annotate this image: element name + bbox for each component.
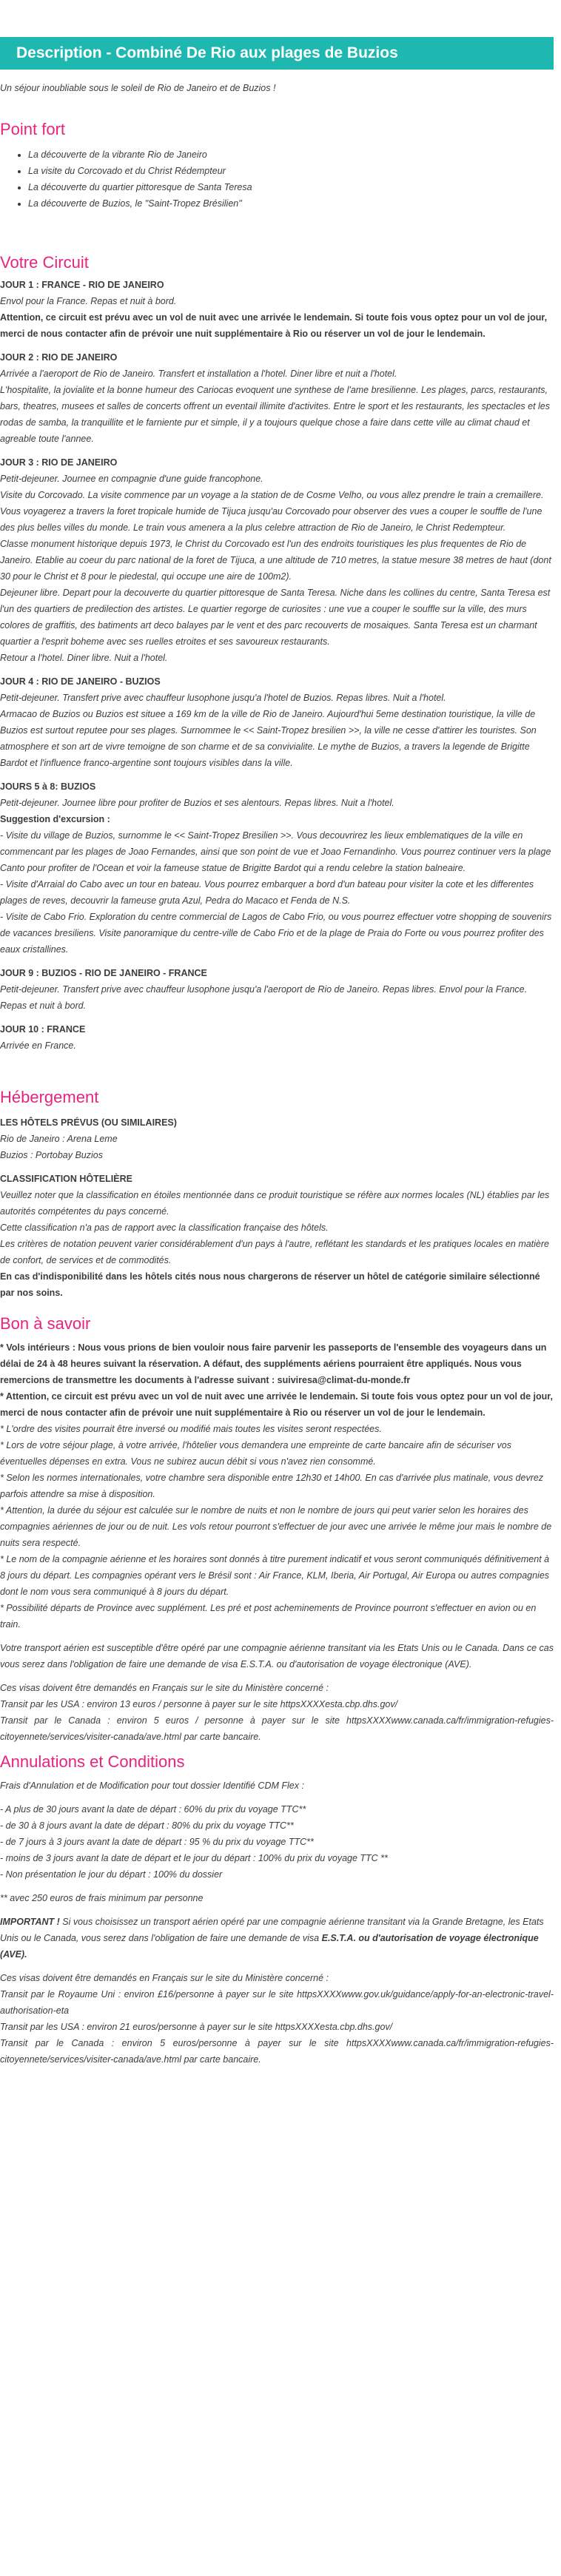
paragraph: * Possibilité départs de Province avec supplément. Les pré et post acheminements de Province pourront s'effectuer en avion ou en train. xyxy=(0,1603,537,1630)
paragraph: Transit par le Canada : environ 5 euros/personne à payer sur le site httpsXXXXwww.canada.ca/fr/immigration-refugies-citoyennete/services/visiter-canada/ave.html par carte bancaire. xyxy=(0,2038,554,2065)
paragraph: Ces visas doivent être demandés en Français sur le site du Ministère concerné : xyxy=(0,1683,329,1693)
paragraph: - de 30 à 8 jours avant la date de départ : 80% du prix du voyage TTC** xyxy=(0,1820,294,1831)
paragraph: - Visite d'Arraial do Cabo avec un tour en bateau. Vous pourrez embarquer a bord d'un bateau pour visiter la cote et les differentes plages de reves, decouvrir la fameuse gruta Azul, Pedra do Macaco et Fenda de N.S. xyxy=(0,879,534,906)
day-title: JOURS 5 à 8: BUZIOS xyxy=(0,781,96,792)
page-title-banner: Description - Combiné De Rio aux plages de Buzios xyxy=(0,37,554,70)
annulations-section xyxy=(0,1751,554,2068)
day-title: JOUR 3 : RIO DE JANEIRO xyxy=(0,457,118,468)
hebergement-title: Hébergement xyxy=(0,1088,99,1106)
paragraph: Dejeuner libre. Depart pour la decouverte du quartier pittoresque de Santa Teresa. Niche dans les collines du centre, Santa Teresa est l'un des quartiers de predilection des artistes. Le quartier regorge de curiosites : une vue a couper le souffle sur la ville, des murs colores de graffitis, des batiments art deco balayes par le vent et des parc recouverts de mosaiques. Santa Teresa est un charmant quartier a l'esprit boheme avec ses ruelles etroites et ses savoureux restaurants. xyxy=(0,588,551,647)
classification-title: CLASSIFICATION HÔTELIÈRE xyxy=(0,1174,132,1184)
day-title: JOUR 10 : FRANCE xyxy=(0,1024,86,1035)
paragraph: Transit par le Royaume Uni : environ £16/personne à payer sur le site httpsXXXXwww.gov.uk/guidance/apply-for-an-electronic-travel-authorisation-eta xyxy=(0,1989,554,2016)
annulations-title: Annulations et Conditions xyxy=(0,1752,185,1771)
paragraph: * Attention, la durée du séjour est calculée sur le nombre de nuits et non le nombre de jours qui peut varier selon les horaires des compagnies aériennes de jour ou de nuit. Les vols retour pourront s'effectuer de jour avec une arrivée le même jour mais le nombre de nuits sera respecté. xyxy=(0,1505,552,1548)
day-block xyxy=(0,1021,554,1054)
paragraph: Petit-dejeuner. Transfert prive avec chauffeur lusophone jusqu'a l'hotel de Buzios. Repas libres. Nuit a l'hotel. xyxy=(0,693,446,703)
points-forts-section xyxy=(0,118,554,212)
paragraph: Classe monument historique depuis 1973, le Christ du Corcovado est l'un des endroits touristiques les plus frequentes de Rio de Janeiro. Etablie au coeur du parc national de la foret de Tijuca, a une altitude de 710 metres, la statue mesure 38 metres de haut (dont 30 pour le Christ et 8 pour le piedestal, qui occupe une aire de 100m2). xyxy=(0,539,551,582)
paragraph: * Attention, ce circuit est prévu avec un vol de nuit avec une arrivée le lendemain. Si toute fois vous optez pour un vol de jour, merci de nous contacter afin de prévoir une nuit supplémentaire à Rio ou réserver un vol de jour le lendemain. xyxy=(0,1391,553,1418)
bon-a-savoir-section xyxy=(0,1313,554,1745)
classification-bold: En cas d'indisponibilité dans les hôtels cités nous nous chargerons de réserver un hôtel de catégorie similaire sélectionné par nos soins. xyxy=(0,1271,540,1298)
annulations-body xyxy=(0,1778,554,2068)
day-block xyxy=(0,349,554,447)
paragraph: Suggestion d'excursion : xyxy=(0,814,110,824)
bon-a-savoir-body xyxy=(0,1339,554,1745)
paragraph: Armacao de Buzios ou Buzios est situee a 169 km de la ville de Rio de Janeiro. Aujourd'hui 5eme destination touristique, la ville de Buzios est surtout reputee pour ses plages. Surnommee le << Saint-Tropez bresilien >>, la ville ne cesse d'attirer les touristes. Son atmosphere et son art de vivre temoigne de son charme et de sa convivialite. Le mythe de Buzios, a travers la legende de Brigitte Bardot et l'influence franco-argentine sont toujours visibles dans la ville. xyxy=(0,709,537,768)
hotel-rio: Rio de Janeiro : Arena Leme xyxy=(0,1134,118,1144)
paragraph: - Visite du village de Buzios, surnomme le << Saint-Tropez Bresilien >>. Vous decouvrirez les lieux emblematiques de la ville en commencant par les plages de Joao Fernandes, ainsi que son point de vue et Joao Fernandinho. Vous pourrez continuer vers la plage Canto pour profiter de l'Ocean et voir la fameuse statue de Brigitte Bardot qui a rendu celebre la station balneaire. xyxy=(0,830,551,873)
spacer xyxy=(0,1963,554,1970)
paragraph: Frais d'Annulation et de Modification pour tout dossier Identifié CDM Flex : xyxy=(0,1780,304,1791)
spacer xyxy=(0,1672,554,1680)
day-block xyxy=(0,454,554,666)
paragraph: Transit par le Canada : environ 5 euros / personne à payer sur le site httpsXXXXwww.canada.ca/fr/immigration-refugies-citoyennete/services/visiter-canada/ave.html par carte bancaire. xyxy=(0,1715,554,1742)
paragraph: ** avec 250 euros de frais minimum par personne xyxy=(0,1893,204,1903)
paragraph: * Vols intérieurs : Nous vous prions de bien vouloir nous faire parvenir les passeports de l'ensemble des voyageurs dans un délai de 24 à 48 heures suivant la réservation. A défaut, des suppléments aériens pourraient être appliqués. Nous vous remercions de transmettre les documents à l'adresse suivant : suiviresa@climat-du-monde.fr xyxy=(0,1342,547,1385)
classification-text: Les critères de notation peuvent varier considérablement d'un pays à l'autre, reflétant les standards et les pratiques locales en matière de confort, de services et de commodités. xyxy=(0,1239,549,1265)
paragraph: - Non présentation le jour du départ : 100% du dossier xyxy=(0,1869,223,1880)
paragraph: Ces visas doivent être demandés en Français sur le site du Ministère concerné : xyxy=(0,1973,329,1983)
paragraph: L'hospitalite, la jovialite et la bonne humeur des Cariocas evoquent une synthese de l'ame bresilienne. Les plages, parcs, restaurants, bars, theatres, musees et salles de concerts offrent un eventail illimite d'activites. Entre le sport et les restaurants, les spectacles et les rodas de samba, la tranquillite et le farniente pur et simple, il y a toujours quelque chose a faire dans cette ville au climat chaud et agreable toute l'annee. xyxy=(0,385,551,444)
paragraph: Visite du Corcovado. La visite commence par un voyage a la station de de Cosme Velho, ou vous allez prendre le train a cremaillere. Vous voyagerez a travers la foret tropicale humide de Tijuca jusqu'au Corcovado pour observer des vues a couper le souffle de l'une des plus belles villes du monde. Le train vous amenera a la plus celebre attraction de Rio de Janeiro, le Christ Redempteur. xyxy=(0,490,544,533)
paragraph: Attention, ce circuit est prévu avec un vol de nuit avec une arrivée le lendemain. Si toute fois vous optez pour un vol de jour, merci de nous contacter afin de prévoir une nuit supplémentaire à Rio ou réserver un vol de jour le lendemain. xyxy=(0,312,548,339)
paragraph: - moins de 3 jours avant la date de départ et le jour du départ : 100% du prix du voyage TTC ** xyxy=(0,1853,388,1863)
paragraph: Arrivée en France. xyxy=(0,1040,76,1051)
points-forts-list xyxy=(0,147,554,212)
day-title: JOUR 2 : RIO DE JANEIRO xyxy=(0,352,118,363)
paragraph: Retour a l'hotel. Diner libre. Nuit a l'hotel. xyxy=(0,653,168,663)
hebergement-section xyxy=(0,1086,554,1301)
paragraph: * L'ordre des visites pourrait être inversé ou modifié mais toutes les visites seront respectées. xyxy=(0,1424,382,1434)
paragraph: - Visite de Cabo Frio. Exploration du centre commercial de Lagos de Cabo Frio, ou vous pourrez effectuer votre shopping de souvenirs de vacances bresiliens. Visite panoramique du centre-ville de Cabo Frio et de la plage de Praia do Forte ou vous pourrez profiter des eaux cristallines. xyxy=(0,912,552,955)
paragraph: Petit-dejeuner. Journee en compagnie d'une guide francophone. xyxy=(0,474,263,484)
paragraph: Petit-dejeuner. Transfert prive avec chauffeur lusophone jusqu'a l'aeroport de Rio de Janeiro. Repas libres. Envol pour la France. Repas et nuit à bord. xyxy=(0,984,528,1011)
paragraph: - de 7 jours à 3 jours avant la date de départ : 95 % du prix du voyage TTC** xyxy=(0,1837,314,1847)
paragraph: Transit par les USA : environ 13 euros / personne à payer sur le site httpsXXXXesta.cbp.dhs.gov/ xyxy=(0,1699,398,1709)
day-title: JOUR 4 : RIO DE JANEIRO - BUZIOS xyxy=(0,676,161,687)
day-block xyxy=(0,277,554,342)
paragraph: - A plus de 30 jours avant la date de départ : 60% du prix du voyage TTC** xyxy=(0,1804,306,1815)
spacer xyxy=(0,1632,554,1640)
hotels-title: LES HÔTELS PRÉVUS (OU SIMILAIRES) xyxy=(0,1117,177,1128)
hotel-buzios: Buzios : Portobay Buzios xyxy=(0,1150,103,1160)
day-title: JOUR 9 : BUZIOS - RIO DE JANEIRO - FRANCE xyxy=(0,968,207,978)
spacer xyxy=(0,1906,554,1914)
day-block xyxy=(0,965,554,1014)
circuit-days xyxy=(0,277,554,1054)
classification-text: Veuillez noter que la classification en étoiles mentionnée dans ce produit touristique se réfère aux normes locales (NL) établies par les autorités compétentes du pays concerné. xyxy=(0,1190,550,1217)
paragraph: * Le nom de la compagnie aérienne et les horaires sont donnés à titre purement indicatif et vous seront communiqués définitivement à 8 jours du départ. Les compagnies opérant vers le Brésil sont : Air France, KLM, Iberia, Air Portugal, Air Europa ou autres compagnies dont le nom vous sera communiqué à 8 jours du départ. xyxy=(0,1554,550,1597)
paragraph: * Lors de votre séjour plage, à votre arrivée, l'hôtelier vous demandera une empreinte de carte bancaire afin de sécuriser vos éventuelles dépenses en extra. Vous ne subirez aucun débit si vous n'avez rien consommé. xyxy=(0,1440,511,1467)
intro-text: Un séjour inoubliable sous le soleil de Rio de Janeiro et de Buzios ! xyxy=(0,83,276,93)
day-block xyxy=(0,778,554,958)
list-item: • La découverte du quartier pittoresque de Santa Teresa xyxy=(28,179,554,195)
list-item: • La découverte de Buzios, le "Saint-Tropez Brésilien" xyxy=(28,195,554,212)
classification-text: Cette classification n'a pas de rapport avec la classification française des hôtels. xyxy=(0,1223,329,1233)
circuit-section xyxy=(0,252,554,1054)
list-item: • La visite du Corcovado et du Christ Rédempteur xyxy=(28,163,554,179)
paragraph: Envol pour la France. Repas et nuit à bord. xyxy=(0,296,177,306)
paragraph: IMPORTANT ! Si vous choisissez un transport aérien opéré par une compagnie aérienne transitant via la Grande Bretagne, les Etats Unis ou le Canada, vous serez dans l'obligation de faire une demande de visa E.S.T.A. ou d'autorisation de voyage électronique (AVE). xyxy=(0,1917,544,1960)
paragraph: Transit par les USA : environ 21 euros/personne à payer sur le site httpsXXXXesta.cbp.dhs.gov/ xyxy=(0,2022,393,2032)
paragraph: Votre transport aérien est susceptible d'être opéré par une compagnie aérienne transitant via les Etats Unis ou le Canada. Dans ce cas vous serez dans l'obligation de faire une demande de visa E.S.T.A. ou d'autorisation de voyage électronique (AVE). xyxy=(0,1643,554,1669)
paragraph: Petit-dejeuner. Journee libre pour profiter de Buzios et ses alentours. Repas libres. Nuit a l'hotel. xyxy=(0,798,394,808)
spacer xyxy=(0,1794,554,1801)
day-title: JOUR 1 : FRANCE - RIO DE JANEIRO xyxy=(0,280,164,290)
circuit-title: Votre Circuit xyxy=(0,253,89,272)
points-forts-title: Point fort xyxy=(0,120,66,138)
paragraph: * Selon les normes internationales, votre chambre sera disponible entre 12h30 et 14h00. En cas d'arrivée plus matinale, vous devrez parfois attendre sa mise à disposition. xyxy=(0,1473,544,1499)
day-block xyxy=(0,673,554,771)
list-item: • La découverte de la vibrante Rio de Janeiro xyxy=(28,147,554,163)
spacer xyxy=(0,1883,554,1890)
paragraph: Arrivée a l'aeroport de Rio de Janeiro. Transfert et installation a l'hotel. Diner libre et nuit a l'hotel. xyxy=(0,369,397,379)
bon-a-savoir-title: Bon à savoir xyxy=(0,1314,91,1333)
